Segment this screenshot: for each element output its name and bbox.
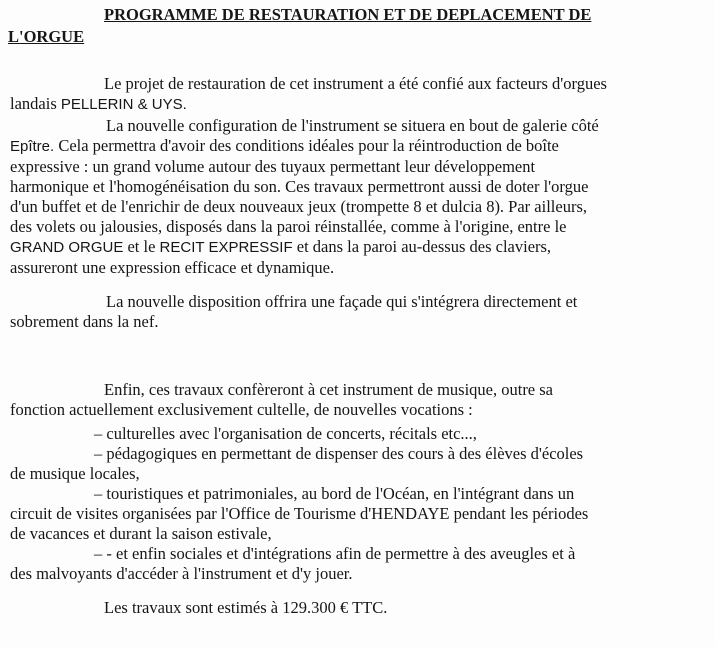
paragraph-line: des volets ou jalousies, disposés dans la paroi réinstallée, comme à l'origine, entre le [10, 217, 567, 236]
keyboard-name: GRAND ORGUE [10, 239, 124, 256]
paragraph-line: Le projet de restauration de cet instrument a été confié aux facteurs d'orgues [104, 74, 607, 93]
list-item: – culturelles avec l'organisation de concerts, récitals etc..., [94, 424, 477, 443]
paragraph-line: La nouvelle configuration de l'instrument se situera en bout de galerie côté [106, 116, 599, 135]
paragraph-line: fonction actuellement exclusivement cultelle, de nouvelles vocations : [10, 400, 473, 419]
text-fragment: Cela permettra d'avoir des conditions idéales pour la réintroduction de boîte [54, 136, 559, 155]
keyboard-name: RECIT EXPRESSIF [159, 239, 293, 256]
list-item-continuation: circuit de visites organisées par l'Office de Tourisme d'HENDAYE pendant les périodes [10, 504, 589, 523]
paragraph-line: sobrement dans la nef. [10, 312, 159, 331]
text-fragment: et le [123, 237, 160, 256]
text-fragment: Epître. [10, 138, 55, 155]
text-fragment: et dans la paroi au-dessus des claviers, [292, 237, 552, 256]
paragraph-line: expressive : un grand volume autour des tuyaux permettant leur développement [10, 157, 536, 176]
title-line-1: PROGRAMME DE RESTAURATION ET DE DEPLACEMENT DE [104, 5, 592, 24]
paragraph-line [10, 237, 682, 258]
paragraph-line: La nouvelle disposition offrira une façade qui s'intégrera directement et [106, 292, 578, 311]
paragraph-vocations [10, 380, 682, 420]
list-item-continuation: des malvoyants d'accéder à l'instrument et d'y jouer. [10, 564, 353, 583]
paragraph-line: Enfin, ces travaux confèreront à cet instrument de musique, outre sa [104, 380, 554, 399]
paragraph-line: assureront une expression efficace et dynamique. [10, 258, 335, 277]
list-item-continuation: de musique locales, [10, 464, 140, 483]
paragraph-disposition [10, 292, 682, 332]
builder-names: PELLERIN & UYS. [60, 96, 187, 113]
paragraph-project [10, 74, 682, 115]
document-title [8, 4, 708, 48]
paragraph-line [10, 94, 682, 115]
cost-line: Les travaux sont estimés à 129.300 € TTC. [104, 598, 388, 617]
title-line-2: L'ORGUE [8, 27, 85, 46]
vocation-list [10, 424, 682, 584]
list-item: – touristiques et patrimoniales, au bord de l'Océan, en l'intégrant dans un [94, 484, 575, 503]
paragraph-line: harmonique et l'homogénéisation du son. Ces travaux permettront aussi de doter l'orgue [10, 177, 589, 196]
list-item: – - et enfin sociales et d'intégrations afin de permettre à des aveugles et à [94, 544, 576, 563]
paragraph-configuration [10, 116, 682, 278]
list-item: – pédagogiques en permettant de dispenser des cours à des élèves d'écoles [94, 444, 584, 463]
list-item-continuation: de vacances et durant la saison estivale, [10, 524, 272, 543]
cost-estimate [10, 598, 682, 618]
paragraph-line [10, 136, 682, 157]
paragraph-line: d'un buffet et de l'enrichir de deux nouveaux jeux (trompette 8 et dulcia 8). Par ailleurs, [10, 197, 587, 216]
text-fragment: landais [10, 94, 61, 113]
